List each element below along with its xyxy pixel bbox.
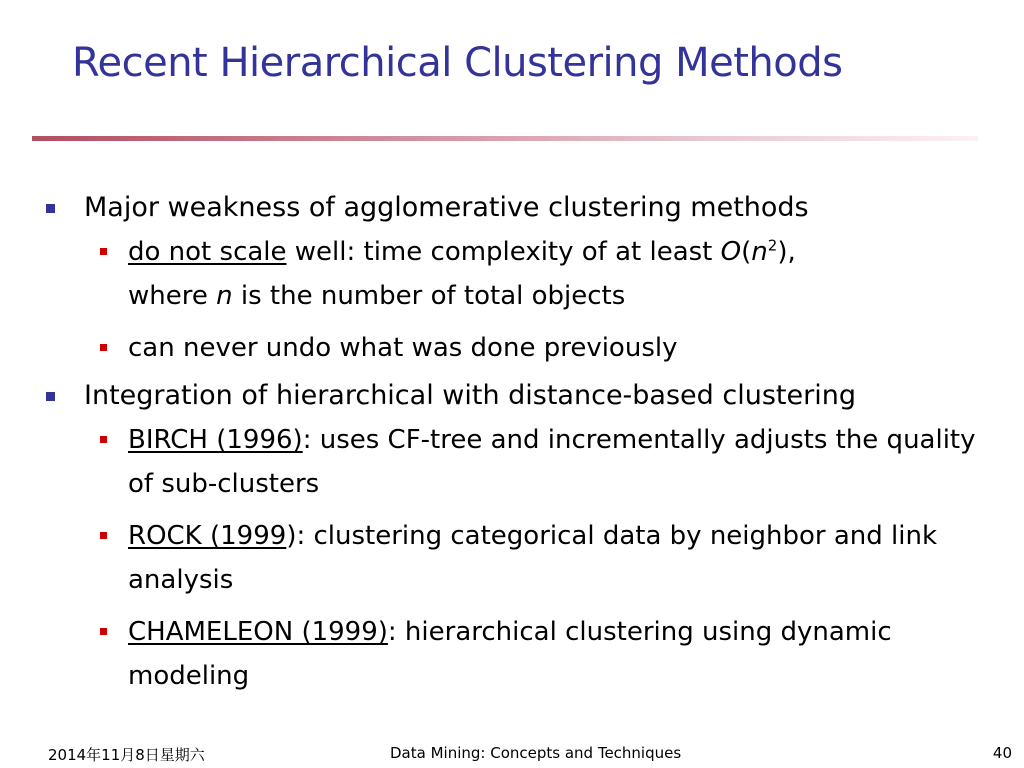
- rock-link[interactable]: ROCK (1999: [128, 521, 287, 551]
- sub-bullet-text: : uses CF-tree and incrementally adjusts the quality of sub-clusters: [128, 425, 976, 499]
- sub-bullet-text: ): clustering categorical data by neighbor and link analysis: [128, 521, 938, 595]
- bullet-text: Integration of hierarchical with distance-based clustering: [84, 380, 856, 411]
- title-divider: [32, 136, 978, 141]
- paren-close: ),: [777, 237, 796, 267]
- math-n: n: [216, 281, 233, 311]
- square-bullet-icon: [100, 532, 107, 539]
- sub-bullet-rock: [84, 514, 986, 602]
- sub-bullet-chameleon: [84, 610, 986, 698]
- sub-bullet-undo: [84, 326, 986, 370]
- sub-bullet-list: [84, 418, 986, 698]
- footer-date: 2014年11月8日星期六: [48, 746, 205, 764]
- footer-title: Data Mining: Concepts and Techniques: [390, 744, 682, 762]
- slide-title: Recent Hierarchical Clustering Methods: [72, 40, 843, 86]
- sub-bullet-text: well: time complexity of at least: [286, 237, 721, 267]
- math-n: n: [751, 237, 768, 267]
- birch-link[interactable]: BIRCH (1996): [128, 425, 303, 455]
- page-number: 40: [992, 744, 1012, 762]
- paren-open: (: [741, 237, 752, 267]
- sub-bullet-text: can never undo what was done previously: [128, 333, 678, 363]
- square-bullet-icon: [46, 392, 55, 401]
- math-o: O: [720, 237, 742, 267]
- do-not-scale-link[interactable]: do not scale: [128, 237, 287, 267]
- chameleon-link[interactable]: CHAMELEON (1999): [128, 617, 388, 647]
- bullet-integration: [46, 378, 986, 698]
- square-bullet-icon: [100, 344, 107, 351]
- bullet-text: Major weakness of agglomerative clustering methods: [84, 192, 809, 223]
- square-bullet-icon: [46, 204, 55, 213]
- sub-bullet-list: [84, 230, 986, 370]
- sub-bullet-birch: [84, 418, 986, 506]
- sub-bullet-text: where: [128, 281, 217, 311]
- sub-bullet-scale: [84, 230, 986, 318]
- exponent: 2: [767, 236, 778, 255]
- sub-bullet-text: is the number of total objects: [232, 281, 626, 311]
- square-bullet-icon: [100, 248, 107, 255]
- square-bullet-icon: [100, 628, 107, 635]
- sub-bullet-text: : hierarchical clustering using dynamic modeling: [128, 617, 892, 691]
- bullet-major-weakness: [46, 190, 986, 370]
- bullet-list: [46, 190, 986, 706]
- square-bullet-icon: [100, 436, 107, 443]
